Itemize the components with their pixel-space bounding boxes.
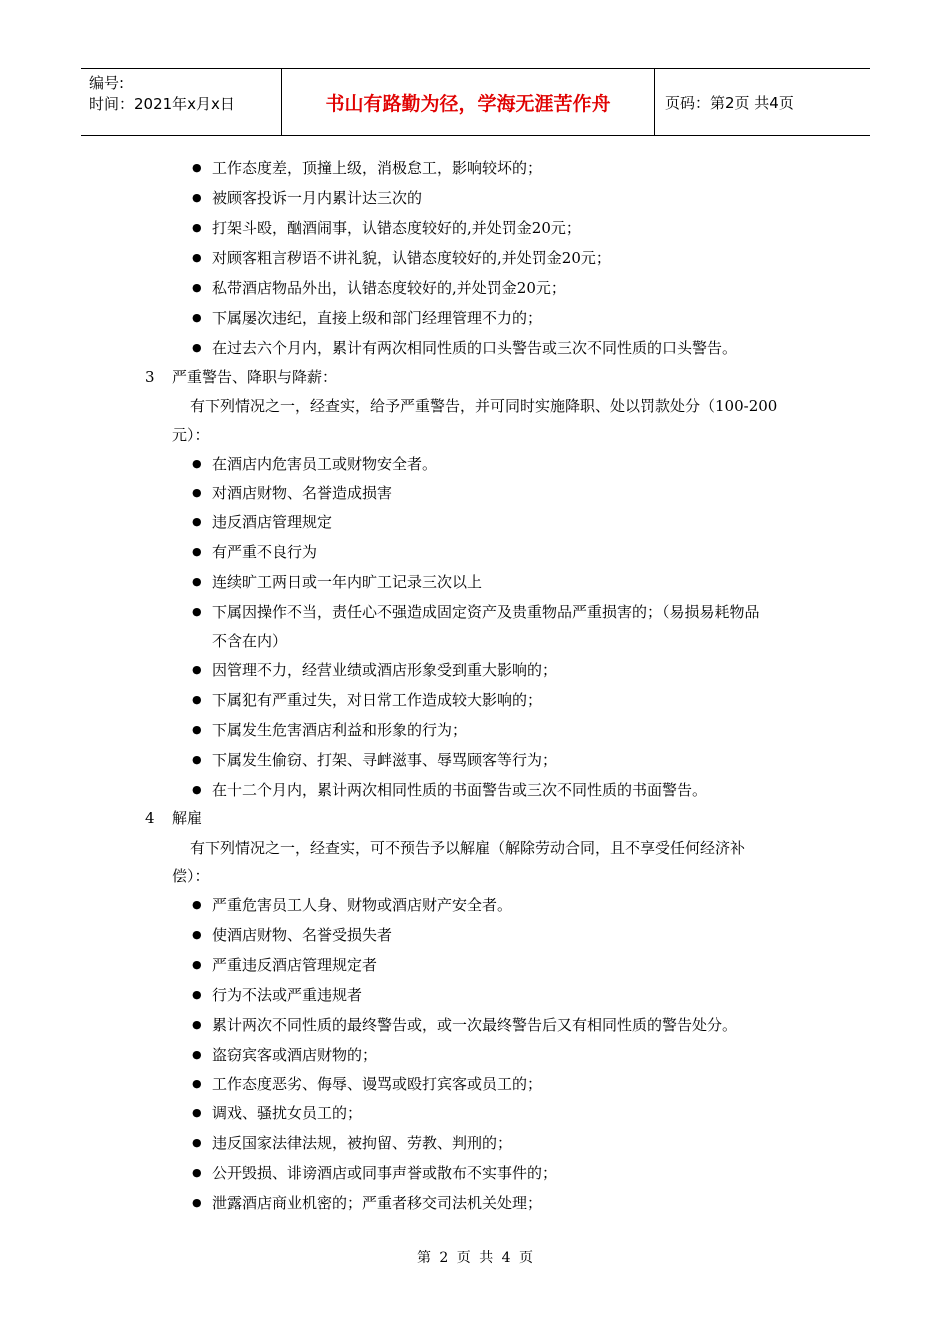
section-4-intro-cont: 偿）： [172, 867, 210, 885]
section-3-number: 3 [145, 368, 155, 386]
list-item: ● 调戏、骚扰女员工的； [212, 1103, 362, 1123]
list-item: ● 打架斗殴，酗酒闹事，认错态度较好的,并处罚金20元； [212, 218, 581, 238]
list-item: ● 工作态度差，顶撞上级，消极怠工，影响较坏的； [212, 158, 542, 178]
list-item: ● 下属发生危害酒店利益和形象的行为； [212, 720, 467, 740]
list-item: ● 下属屡次违纪，直接上级和部门经理管理不力的； [212, 308, 542, 328]
list-item: ● 下属因操作不当，责任心不强造成固定资产及贵重物品严重损害的；（易损易耗物品 [212, 602, 760, 622]
section-4-title: 解雇 [172, 809, 203, 827]
list-item: ● 违反酒店管理规定 [212, 512, 332, 532]
list-item-continuation: 不含在内） [212, 632, 288, 650]
list-item: ● 在十二个月内，累计两次相同性质的书面警告或三次不同性质的书面警告。 [212, 780, 707, 800]
section-3-title: 严重警告、降职与降薪： [172, 368, 338, 386]
header-motto: 书山有路勤为径，学海无涯苦作舟 [281, 69, 655, 135]
section-3-intro: 有下列情况之一，经查实，给予严重警告，并可同时实施降职、处以罚款处分（100-200 [190, 397, 778, 415]
list-item: ● 在过去六个月内，累计有两次相同性质的口头警告或三次不同性质的口头警告。 [212, 338, 737, 358]
list-item: ● 连续旷工两日或一年内旷工记录三次以上 [212, 572, 482, 592]
list-item: ● 使酒店财物、名誉受损失者 [212, 925, 392, 945]
list-item: ● 违反国家法律法规，被拘留、劳教、判刑的； [212, 1133, 512, 1153]
section-3-intro-cont: 元）： [172, 426, 210, 444]
list-item: ● 公开毁损、诽谤酒店或同事声誉或散布不实事件的； [212, 1163, 557, 1183]
list-item: ● 行为不法或严重违规者 [212, 985, 362, 1005]
list-item: ● 因管理不力，经营业绩或酒店形象受到重大影响的； [212, 660, 557, 680]
list-item: ● 泄露酒店商业机密的；严重者移交司法机关处理； [212, 1193, 542, 1213]
page-footer: 第 2 页 共 4 页 [416, 1250, 534, 1266]
section-4-intro: 有下列情况之一，经查实，可不预告予以解雇（解除劳动合同，且不享受任何经济补 [190, 839, 746, 857]
list-item: ● 工作态度恶劣、侮辱、谩骂或殴打宾客或员工的； [212, 1074, 542, 1094]
list-item: ● 严重违反酒店管理规定者 [212, 955, 377, 975]
header-page-label: 页码：第2页 共4页 [665, 93, 794, 112]
list-item: ● 对顾客粗言秽语不讲礼貌，认错态度较好的,并处罚金20元； [212, 248, 611, 268]
list-item: ● 下属犯有严重过失，对日常工作造成较大影响的； [212, 690, 542, 710]
list-item: ● 被顾客投诉一月内累计达三次的 [212, 188, 422, 208]
list-item: ● 私带酒店物品外出，认错态度较好的,并处罚金20元； [212, 278, 566, 298]
list-item: ● 累计两次不同性质的最终警告或，或一次最终警告后又有相同性质的警告处分。 [212, 1015, 737, 1035]
page-header [81, 68, 870, 136]
list-item: ● 严重危害员工人身、财物或酒店财产安全者。 [212, 895, 512, 915]
header-info-cell [81, 69, 281, 135]
list-item: ● 盗窃宾客或酒店财物的； [212, 1045, 377, 1065]
list-item: ● 下属发生偷窃、打架、寻衅滋事、辱骂顾客等行为； [212, 750, 557, 770]
section-4-number: 4 [145, 809, 155, 827]
document-time-label: 时间：2021年x月x日 [89, 95, 235, 113]
list-item: ● 有严重不良行为 [212, 542, 317, 562]
list-item: ● 在酒店内危害员工或财物安全者。 [212, 454, 437, 474]
list-item: ● 对酒店财物、名誉造成损害 [212, 483, 392, 503]
document-number-label: 编号: [89, 74, 125, 92]
